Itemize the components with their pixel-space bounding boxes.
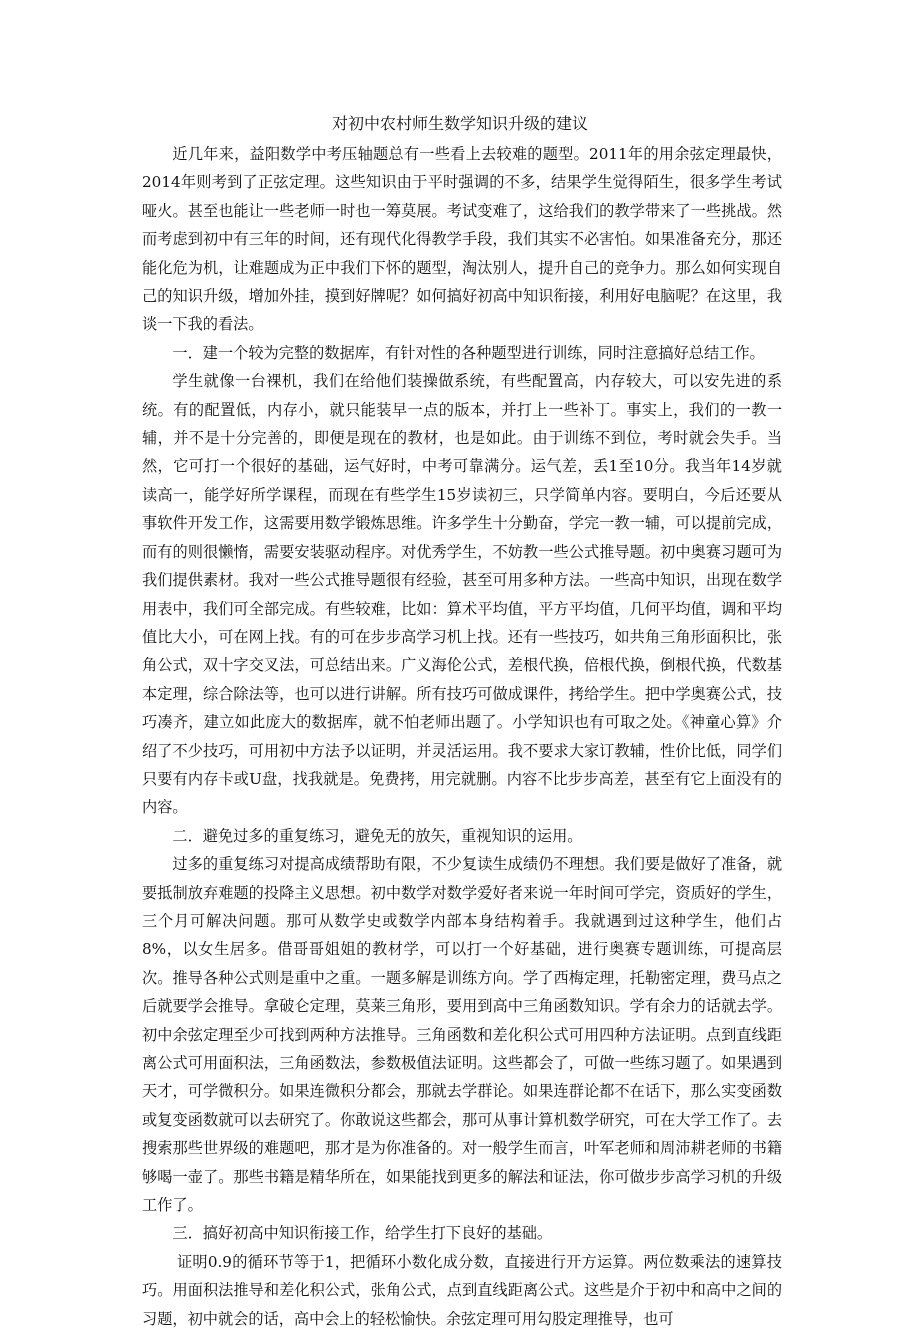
- paragraph-section-3: 证明0.9的循环节等于1，把循环小数化成分数，直接进行开方运算。两位数乘法的速算技巧。用面积法推导和差化积公式，张角公式，点到直线距离公式。这些是介于初中和高中之间的习题，初中就会的话，高中会上的轻松愉快。余弦定理可用勾股定理推导，也可: [142, 1252, 782, 1328]
- section-heading-2: 二．避免过多的重复练习，避免无的放矢，重视知识的运用。: [172, 826, 583, 845]
- document-body: [142, 140, 782, 1333]
- paragraph-section-2: 过多的重复练习对提高成绩帮助有限，不少复读生成绩仍不理想。我们要是做好了准备，就要抵制放弃难题的投降主义思想。初中数学对数学爱好者来说一年时间可学完，资质好的学生，三个月可解决问题。那可从数学史或数学内部本身结构着手。我就遇到过这种学生，他们占8%，以女生居多。借哥哥姐姐的教材学，可以打一个好基础，进行奥赛专题训练，可提高层次。推导各种公式则是重中之重。一题多解是训练方向。学了西梅定理，托勒密定理，费马点之后就要学会推导。拿破仑定理，莫莱三角形，要用到高中三角函数知识。学有余力的话就去学。初中余弦定理至少可找到两种方法推导。三角函数和差化积公式可用四种方法证明。点到直线距离公式可用面积法，三角函数法，参数极值法证明。这些都会了，可做一些练习题了。如果遇到天才，可学微积分。如果连微积分都会，那就去学群论。如果连群论都不在话下，那么实变函数或复变函数就可以去研究了。你敢说这些都会，那可从事计算机数学研究，可在大学工作了。去搜索那些世界级的难题吧，那才是为你准备的。对一般学生而言，叶军老师和周沛耕老师的书籍够喝一壶了。那些书籍是精华所在，如果能找到更多的解法和证法，你可做步步高学习机的升级工作了。: [142, 855, 782, 1215]
- paragraph-section-1: 学生就像一台裸机，我们在给他们装操做系统，有些配置高，内存较大，可以安先进的系统。有的配置低，内存小，就只能装早一点的版本，并打上一些补丁。事实上，我们的一教一辅，并不是十分完善的，即便是现在的教材，也是如此。由于训练不到位，考时就会失手。当然，它可打一个很好的基础，运气好时，中考可靠满分。运气差，丢1至10分。我当年14岁就读高一，能学好所学课程，而现在有些学生15岁读初三，只学简单内容。要明白，今后还要从事软件开发工作，这需要用数学锻炼思维。许多学生十分勤奋，学完一教一辅，可以提前完成，而有的则很懒惰，需要安装驱动程序。对优秀学生，不妨教一些公式推导题。初中奥赛习题可为我们提供素材。我对一些公式推导题很有经验，甚至可用多种方法。一些高中知识，出现在数学用表中，我们可全部完成。有些较难，比如：算术平均值，平方平均值，几何平均值，调和平均值比大小，可在网上找。有的可在步步高学习机上找。还有一些技巧，如共角三角形面积比，张角公式，双十字交叉法，可总结出来。广义海伦公式，差根代换，倍根代换，倒根代换，代数基本定理，综合除法等，也可以进行讲解。所有技巧可做成课件，拷给学生。把中学奥赛公式，技巧凑齐，建立如此庞大的数据库，就不怕老师出题了。小学知识也有可取之处。《神童心算》介绍了不少技巧，可用初中方法予以证明，并灵活运用。我不要求大家订教辅，性价比低，同学们只要有内存卡或U盘，找我就是。免费拷，用完就删。内容不比步步高差，甚至有它上面没有的内容。: [142, 372, 782, 817]
- document-title: 对初中农村师生数学知识升级的建议: [331, 114, 588, 133]
- section-heading-3: 三．搞好初高中知识衔接工作，给学生打下良好的基础。: [172, 1224, 553, 1243]
- section-heading-1: 一．建一个较为完整的数据库，有针对性的各种题型进行训练，同时注意搞好总结工作。: [172, 343, 765, 362]
- paragraph-intro: 近几年来，益阳数学中考压轴题总有一些看上去较难的题型。2011年的用余弦定理最快，2014年则考到了正弦定理。这些知识由于平时强调的不多，结果学生觉得陌生，很多学生考试哑火。甚至也能让一些老师一时也一筹莫展。考试变难了，这给我们的教学带来了一些挑战。然而考虑到初中有三年的时间，还有现代化得教学手段，我们其实不必害怕。如果准备充分，那还能化危为机，让难题成为正中我们下怀的题型，淘汰别人，提升自己的竞争力。那么如何实现自己的知识升级，增加外挂，摸到好牌呢？如何搞好初高中知识衔接，利用好电脑呢？在这里，我谈一下我的看法。: [142, 145, 782, 334]
